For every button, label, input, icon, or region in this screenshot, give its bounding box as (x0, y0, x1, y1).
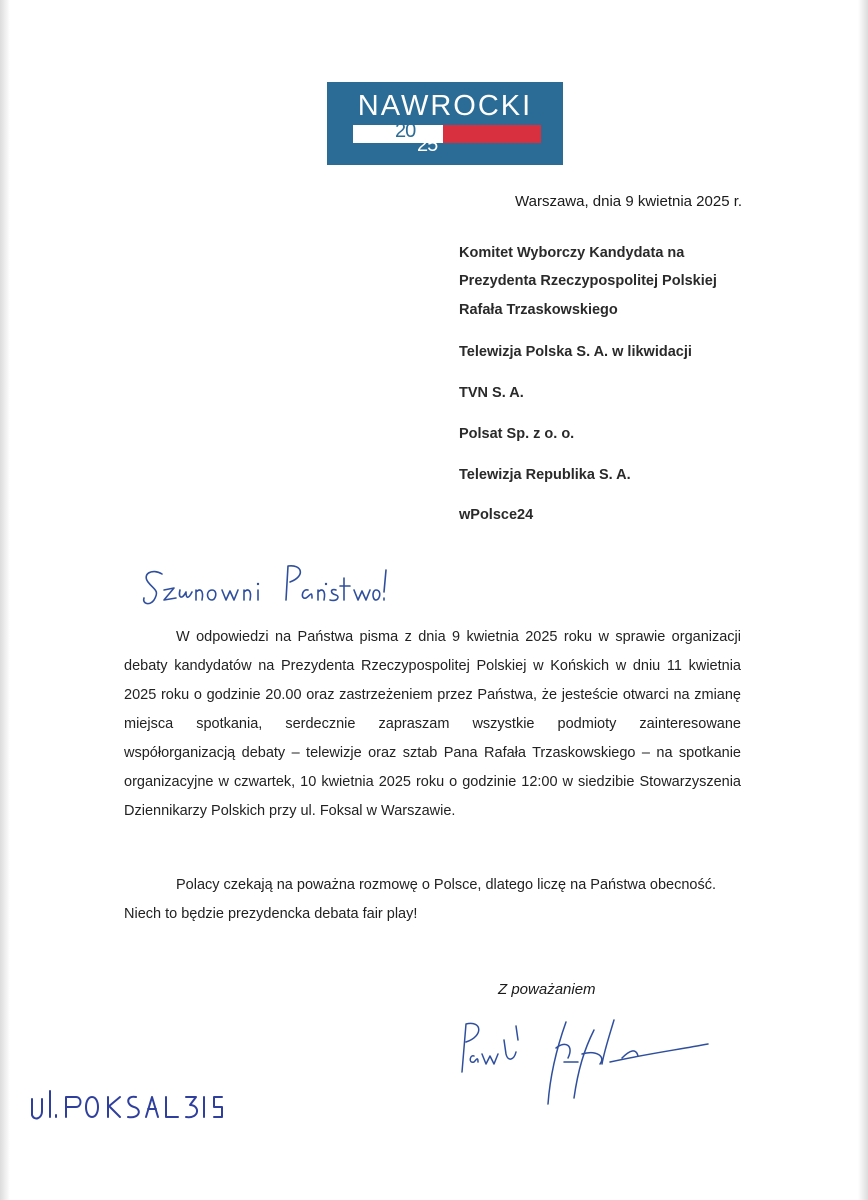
recipient-line: Rafała Trzaskowskiego (459, 302, 618, 318)
logo-red-bar (443, 125, 541, 143)
letter-date: Warszawa, dnia 9 kwietnia 2025 r. (515, 193, 743, 210)
letter-paragraph: W odpowiedzi na Państwa pisma z dnia 9 kwietnia 2025 roku w sprawie organizacji debaty kandydatów na Prezydenta Rzeczypospolitej Polskiej w Końskich w dniu 11 kwietnia 2025 roku o godzinie 20.00 oraz zastrzeżeniem przez Państwa, że jesteście otwarci na zmianę miejsca spotkania, serdecznie zapraszam wszystkie podmioty zainteresowane współorganizacją debaty – telewizje oraz sztab Pana Rafała Trzaskowskiego – na spotkanie organizacyjne w czwartek, 10 kwietnia 2025 roku o godzinie 12:00 w siedzibie Stowarzyszenia Dziennikarzy Polskich przy ul. Foksal w Warszawie. (124, 629, 741, 819)
handwritten-signature (446, 1010, 716, 1110)
recipient-line: Telewizja Republika S. A. (459, 467, 631, 483)
handwritten-salutation (140, 560, 400, 620)
handwritten-address-note (28, 1085, 228, 1131)
recipient-line: Telewizja Polska S. A. w likwidacji (459, 344, 692, 360)
recipient-line: Prezydenta Rzeczypospolitej Polskiej (459, 273, 717, 289)
recipient-line: TVN S. A. (459, 385, 524, 401)
closing-formula: Z poważaniem (498, 981, 596, 998)
logo-name: NAWROCKI (357, 90, 533, 122)
recipient-line: Polsat Sp. z o. o. (459, 426, 575, 442)
page-edge (0, 0, 10, 1200)
letter-paragraph: Polacy czekają na poważna rozmowę o Polsce, dlatego liczę na Państwa obecność. Niech to będzie prezydencka debata fair play! (124, 877, 717, 922)
recipient-line: wPolsce24 (459, 507, 534, 523)
page-edge (858, 0, 868, 1200)
logo-flag-bars (353, 125, 541, 143)
recipient-line: Komitet Wyborczy Kandydata na (459, 245, 685, 261)
campaign-logo: NAWROCKI 20 25 (327, 82, 563, 165)
